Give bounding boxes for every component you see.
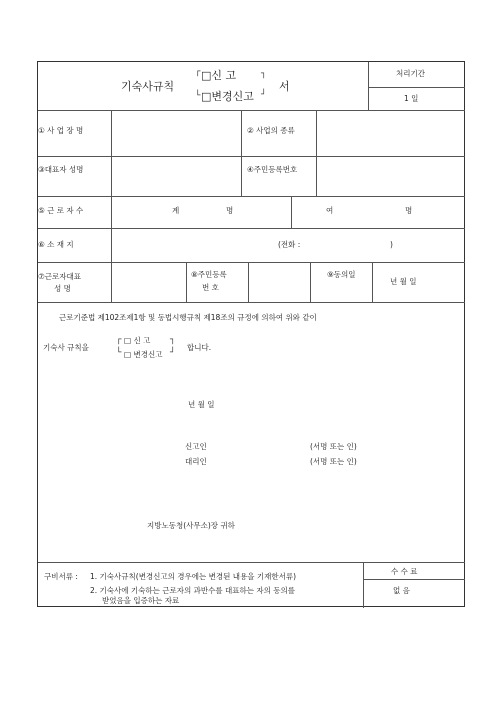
law-text: 근로기준법 제102조제1항 및 동법시행규칙 제18조의 규정에 의하여 위와 같이 — [59, 313, 317, 322]
processing-divider — [368, 87, 465, 88]
fee-value: 없 음 — [393, 586, 410, 595]
col-divider — [248, 262, 249, 302]
form-title-left: 기숙사규칙 — [121, 80, 175, 93]
col-divider — [316, 110, 317, 196]
bracket-close-right: ┘ — [261, 90, 267, 100]
phone-label: (전화 : — [278, 240, 301, 249]
row-divider — [38, 110, 465, 111]
reporter-label: 신고인 — [185, 442, 207, 451]
fee-label: 수 수 료 — [391, 567, 418, 576]
body-bracket-close-right: ┘ — [170, 348, 176, 358]
report-form — [37, 61, 465, 607]
col-divider — [368, 62, 369, 110]
report-date: 년 월 일 — [188, 400, 215, 409]
male-label: 계 — [172, 206, 180, 215]
body-bracket-open: ┌ — [116, 335, 122, 345]
row-divider — [38, 156, 465, 157]
agent-sign: (서명 또는 인) — [310, 457, 357, 466]
consent-date-label: ⑨동의일 — [327, 270, 356, 279]
rep-resident-label-2: 번 호 — [202, 283, 219, 292]
agent-label: 대리인 — [185, 457, 207, 466]
doc-item-2-line1: 2. 기숙사에 기숙하는 근로자의 과반수를 대표하는 자의 동의를 — [90, 586, 295, 595]
rule-suffix: 합니다. — [187, 343, 212, 352]
male-unit: 명 — [226, 206, 234, 215]
form-title-right: 서 — [279, 80, 290, 93]
rule-label: 기숙사 규칙을 — [43, 343, 89, 352]
doc-item-1: 1. 기숙사규칙(변경신고의 경우에는 변경된 내용을 기재한서류) — [90, 572, 297, 581]
title-option-change: □변경신고 — [201, 90, 254, 103]
title-option-report: □신 고 — [201, 69, 237, 82]
row-divider — [38, 196, 465, 197]
col-divider — [186, 262, 187, 302]
worker-rep-label-2: 성 명 — [54, 284, 71, 293]
processing-label: 처리기간 — [396, 69, 425, 78]
phone-close: ) — [390, 240, 393, 249]
body-bracket-open-right: ┐ — [170, 335, 176, 345]
rep-resident-label-1: ⑧주민등록 — [191, 270, 227, 279]
col-divider — [241, 110, 242, 196]
body-option-report: □ 신 고 — [124, 336, 151, 345]
rep-name-label: ③대표자 성명 — [38, 165, 84, 174]
body-option-change: □ 변경신고 — [124, 350, 163, 359]
row-divider — [38, 262, 465, 263]
workers-count-label: ⑤ 근 로 자 수 — [38, 206, 84, 215]
col-divider — [291, 196, 292, 228]
col-divider — [310, 262, 311, 302]
doc-item-2-line2: 받었음을 입증하는 자료 — [102, 596, 180, 605]
recipient-line: 지방노동청(사무소)장 귀하 — [147, 521, 235, 530]
body-bracket-close: └ — [116, 348, 122, 358]
row-divider — [38, 302, 465, 303]
fee-divider — [363, 579, 465, 580]
col-divider — [111, 110, 112, 302]
bracket-open-right: ┐ — [261, 69, 267, 79]
row-divider — [38, 562, 465, 563]
address-label: ⑥ 소 재 지 — [38, 240, 74, 249]
bracket-close: └ — [195, 91, 201, 101]
docs-label: 구비서류 : — [44, 572, 78, 581]
consent-date-ymd: 년 월 일 — [390, 277, 417, 286]
bracket-open: ┌ — [195, 67, 201, 77]
worker-rep-label-1: ⑦근로자대표 — [38, 272, 81, 281]
female-label: 여 — [326, 206, 334, 215]
resident-no-label: ④주민등록번호 — [247, 165, 298, 174]
business-type-label: ② 사업의 종류 — [247, 126, 295, 135]
reporter-sign: (서명 또는 인) — [310, 442, 357, 451]
processing-value: 1 일 — [404, 94, 419, 103]
col-divider — [372, 262, 373, 302]
row-divider — [38, 228, 465, 229]
workplace-name-label: ① 사 업 장 명 — [38, 126, 84, 135]
female-unit: 명 — [405, 206, 413, 215]
col-divider — [363, 562, 364, 608]
